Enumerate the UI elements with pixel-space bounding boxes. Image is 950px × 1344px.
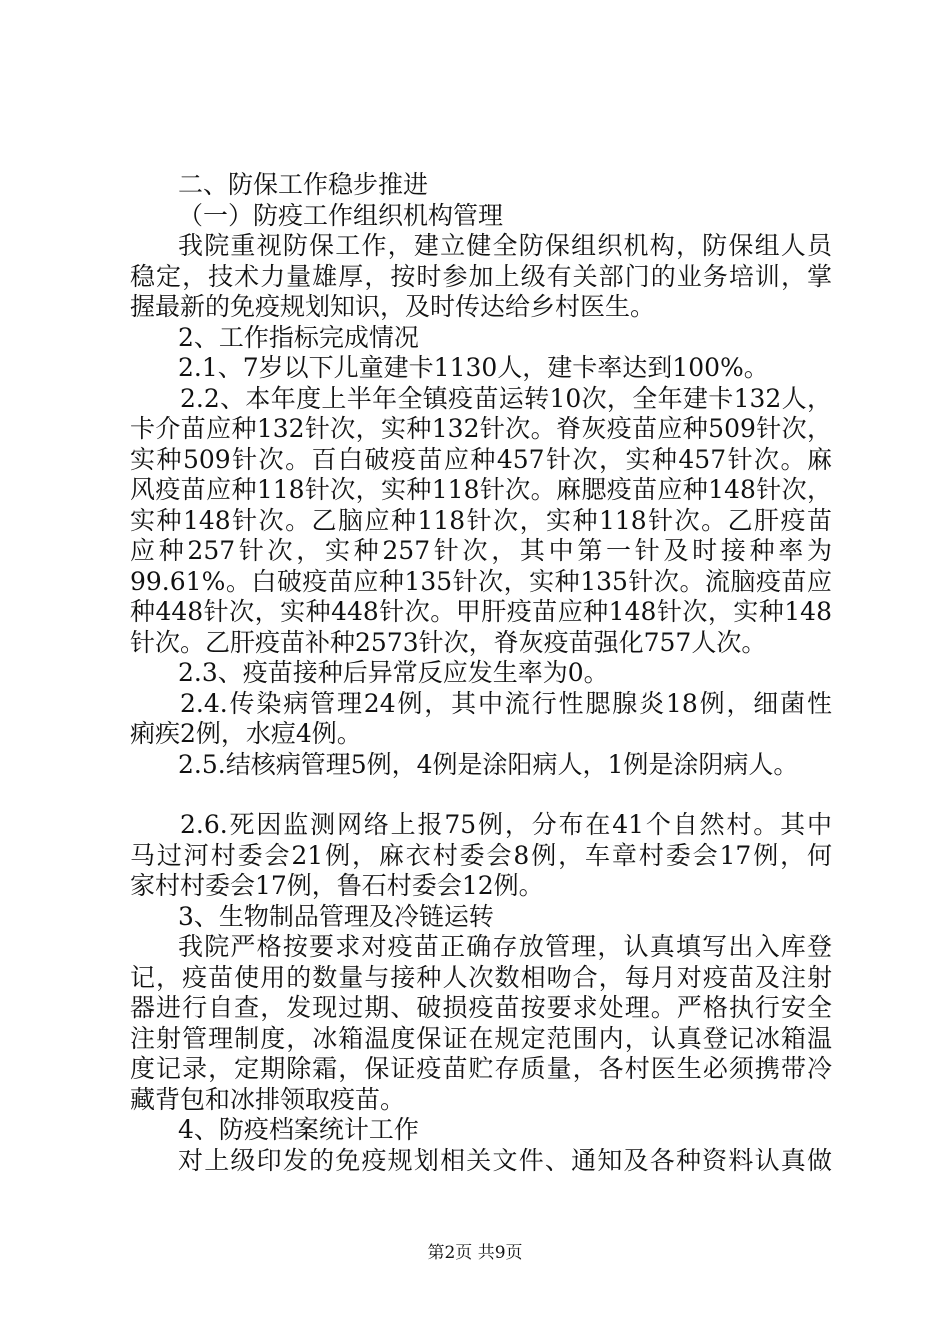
paragraph-line: 我院重视防保工作，建立健全防保组织机构，防保组人员 bbox=[178, 231, 832, 260]
paragraph-line: 实种509针次。百白破疫苗应种457针次，实种457针次。麻 bbox=[130, 444, 832, 474]
subsection-heading: 4、防疫档案统计工作 bbox=[178, 1115, 419, 1144]
paragraph-line: 应种257针次，实种257针次，其中第一针及时接种率为 bbox=[130, 536, 832, 565]
section-heading: 二、防保工作稳步推进 bbox=[178, 170, 429, 199]
document-body bbox=[130, 170, 832, 1176]
paragraph-line: 2.5.结核病管理5例，4例是涂阳病人，1例是涂阴病人。 bbox=[178, 749, 799, 779]
paragraph-line: 风疫苗应种118针次，实种118针次。麻腮疫苗应种148针次， bbox=[130, 475, 832, 504]
paragraph-line: 痢疾2例，水痘4例。 bbox=[130, 719, 362, 748]
blank-line bbox=[130, 780, 832, 810]
paragraph-line: 度记录，定期除霜，保证疫苗贮存质量，各村医生必须携带冷 bbox=[130, 1054, 832, 1083]
paragraph-line: 记，疫苗使用的数量与接种人次数相吻合，每月对疫苗及注射 bbox=[130, 962, 832, 992]
paragraph-line: 对上级印发的免疫规划相关文件、通知及各种资料认真做 bbox=[178, 1145, 832, 1175]
paragraph-line: 2.3、疫苗接种后异常反应发生率为0。 bbox=[178, 658, 609, 687]
paragraph-line: 99.61%。白破疫苗应种135针次，实种135针次。流脑疫苗应 bbox=[130, 566, 832, 596]
paragraph-line: 注射管理制度，冰箱温度保证在规定范围内，认真登记冰箱温 bbox=[130, 1023, 832, 1053]
paragraph-line: 2.2、本年度上半年全镇疫苗运转10次，全年建卡132人， bbox=[180, 383, 832, 413]
subsection-heading: 2、工作指标完成情况 bbox=[178, 322, 419, 352]
paragraph-line: 2.4.传染病管理24例，其中流行性腮腺炎18例，细菌性 bbox=[180, 688, 832, 718]
paragraph-line: 实种148针次。乙脑应种118针次，实种118针次。乙肝疫苗 bbox=[130, 505, 832, 535]
subsection-heading: （一）防疫工作组织机构管理 bbox=[178, 200, 504, 230]
paragraph-line: 2.1、7岁以下儿童建卡1130人，建卡率达到100%。 bbox=[178, 353, 769, 382]
paragraph-line: 卡介苗应种132针次，实种132针次。脊灰疫苗应种509针次， bbox=[130, 414, 832, 443]
paragraph-line: 家村村委会17例，鲁石村委会12例。 bbox=[130, 871, 544, 900]
paragraph-line: 针次。乙肝疫苗补种2573针次，脊灰疫苗强化757人次。 bbox=[130, 627, 767, 657]
paragraph-line: 藏背包和冰排领取疫苗。 bbox=[130, 1084, 406, 1114]
paragraph-line: 我院严格按要求对疫苗正确存放管理，认真填写出入库登 bbox=[178, 932, 832, 961]
subsection-heading: 3、生物制品管理及冷链运转 bbox=[178, 901, 494, 931]
paragraph-line: 种448针次，实种448针次。甲肝疫苗应种148针次，实种148 bbox=[130, 597, 832, 626]
page-footer: 第2页 共9页 bbox=[427, 1243, 523, 1263]
paragraph-line: 握最新的免疫规划知识，及时传达给乡村医生。 bbox=[130, 292, 656, 321]
paragraph-line: 稳定，技术力量雄厚，按时参加上级有关部门的业务培训，掌 bbox=[130, 261, 832, 291]
paragraph-line: 马过河村委会21例，麻衣村委会8例，车章村委会17例，何 bbox=[130, 840, 832, 870]
paragraph-line: 2.6.死因监测网络上报75例，分布在41个自然村。其中 bbox=[180, 810, 832, 839]
paragraph-line: 器进行自查，发现过期、破损疫苗按要求处理。严格执行安全 bbox=[130, 993, 832, 1022]
